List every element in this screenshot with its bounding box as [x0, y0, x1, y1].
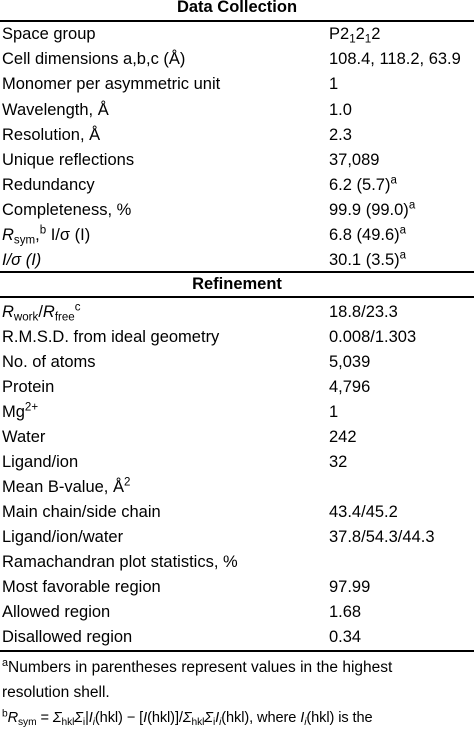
- value: 30.1 $(3.5)^a$: [329, 249, 407, 269]
- label: Space group: [2, 25, 96, 43]
- footnote-mark: a: [399, 249, 407, 262]
- row-space-group: [0, 21, 474, 47]
- section-header-data-collection: Data Collection: [176, 0, 298, 16]
- row-i-sigma: [0, 247, 474, 273]
- value: 97.99: [329, 578, 371, 596]
- value: 0.34: [329, 628, 362, 646]
- label: Ligand/ion/water: [2, 528, 124, 546]
- row-protein: [0, 374, 474, 400]
- footnote-a-continued: resolution shell.: [2, 684, 110, 701]
- row-mg: [0, 399, 474, 425]
- label: $Mg^{2+}$: [2, 401, 39, 421]
- row-unique-reflections: [0, 147, 474, 173]
- value: 1.68: [329, 603, 362, 621]
- value: 242: [329, 428, 357, 446]
- row-rmsd: [0, 324, 474, 350]
- value: 43.4/45.2: [329, 503, 398, 521]
- value: 2.3: [329, 126, 352, 144]
- label: Ligand/ion: [2, 453, 79, 471]
- value: 99.9 $(99.0)^a$: [329, 199, 416, 219]
- row-disallowed: [0, 624, 474, 650]
- value: 37.8/54.3/44.3: [329, 528, 435, 546]
- row-water: [0, 424, 474, 450]
- label: Completeness, %: [2, 201, 132, 219]
- label: R.M.S.D. from ideal geometry: [2, 328, 220, 346]
- row-ramachandran: [0, 549, 474, 575]
- label: Redundancy: [2, 176, 95, 194]
- footnote-mark: a: [408, 199, 416, 212]
- rule-refinement-bottom: [0, 296, 474, 298]
- footnote-a: $^a$Numbers in parentheses represent values in the highest: [2, 657, 393, 676]
- label: Water: [2, 428, 46, 446]
- value: 32: [329, 453, 348, 471]
- value: 1: [329, 75, 339, 93]
- label: Ramachandran plot statistics, %: [2, 553, 238, 571]
- row-mean-b: [0, 474, 474, 500]
- value: 108.4, 118.2, 63.9: [329, 50, 461, 68]
- label: $R_{work}/R_{free}^c$: [2, 301, 81, 324]
- row-resolution: [0, 122, 474, 148]
- value: 37,089: [329, 151, 380, 169]
- rule-bottom: [0, 650, 474, 652]
- label: Resolution, Å: [2, 126, 101, 144]
- label: Mean B-value, $Å^2$: [2, 476, 131, 496]
- value: 0.008/1.303: [329, 328, 417, 346]
- row-rsym: [0, 222, 474, 248]
- label: Protein: [2, 378, 55, 396]
- row-main-side: [0, 499, 474, 525]
- row-monomer: [0, 71, 474, 97]
- footnote-mark: a: [390, 174, 397, 187]
- value: 18.8/23.3: [329, 303, 398, 321]
- row-ligand-ion: [0, 449, 474, 475]
- row-rwork-rfree: [0, 299, 474, 325]
- row-allowed: [0, 599, 474, 625]
- label: Unique reflections: [2, 151, 135, 169]
- label: $R_{sym},^b$ I/σ (I): [2, 224, 91, 247]
- footnote-mark: a: [399, 224, 407, 237]
- value: 1.0: [329, 101, 352, 119]
- row-most-favorable: [0, 574, 474, 600]
- label: I/σ (I): [2, 251, 42, 269]
- footnote-b: $^bR_{sym} = \Sigma_{hkl}\Sigma_i|I_i(hkl) - [I(hkl)]/\Sigma_{hkl}\Sigma_iI_i(hkl)$, where $I_i(hkl)$ is the: [2, 708, 373, 729]
- row-lig-ion-water: [0, 524, 474, 550]
- label: Wavelength, Å: [2, 101, 109, 119]
- label: Main chain/side chain: [2, 503, 161, 521]
- row-redundancy: [0, 172, 474, 198]
- row-wavelength: [0, 97, 474, 123]
- value: 6.2 $(5.7)^a$: [329, 174, 397, 194]
- label: No. of atoms: [2, 353, 96, 371]
- section-header-refinement: Refinement: [192, 275, 282, 293]
- row-cell-dimensions: [0, 46, 474, 72]
- value: $P2_12_12$: [329, 25, 381, 46]
- value: 6.8 $(49.6)^a$: [329, 224, 407, 244]
- row-completeness: [0, 197, 474, 223]
- label: Disallowed region: [2, 628, 133, 646]
- label: Most favorable region: [2, 578, 161, 596]
- row-atoms: [0, 349, 474, 375]
- value: 1: [329, 403, 339, 421]
- label: Allowed region: [2, 603, 111, 621]
- value: 4,796: [329, 378, 371, 396]
- label: Monomer per asymmetric unit: [2, 75, 221, 93]
- value: 5,039: [329, 353, 371, 371]
- label: Cell dimensions a,b,c (Å): [2, 50, 186, 68]
